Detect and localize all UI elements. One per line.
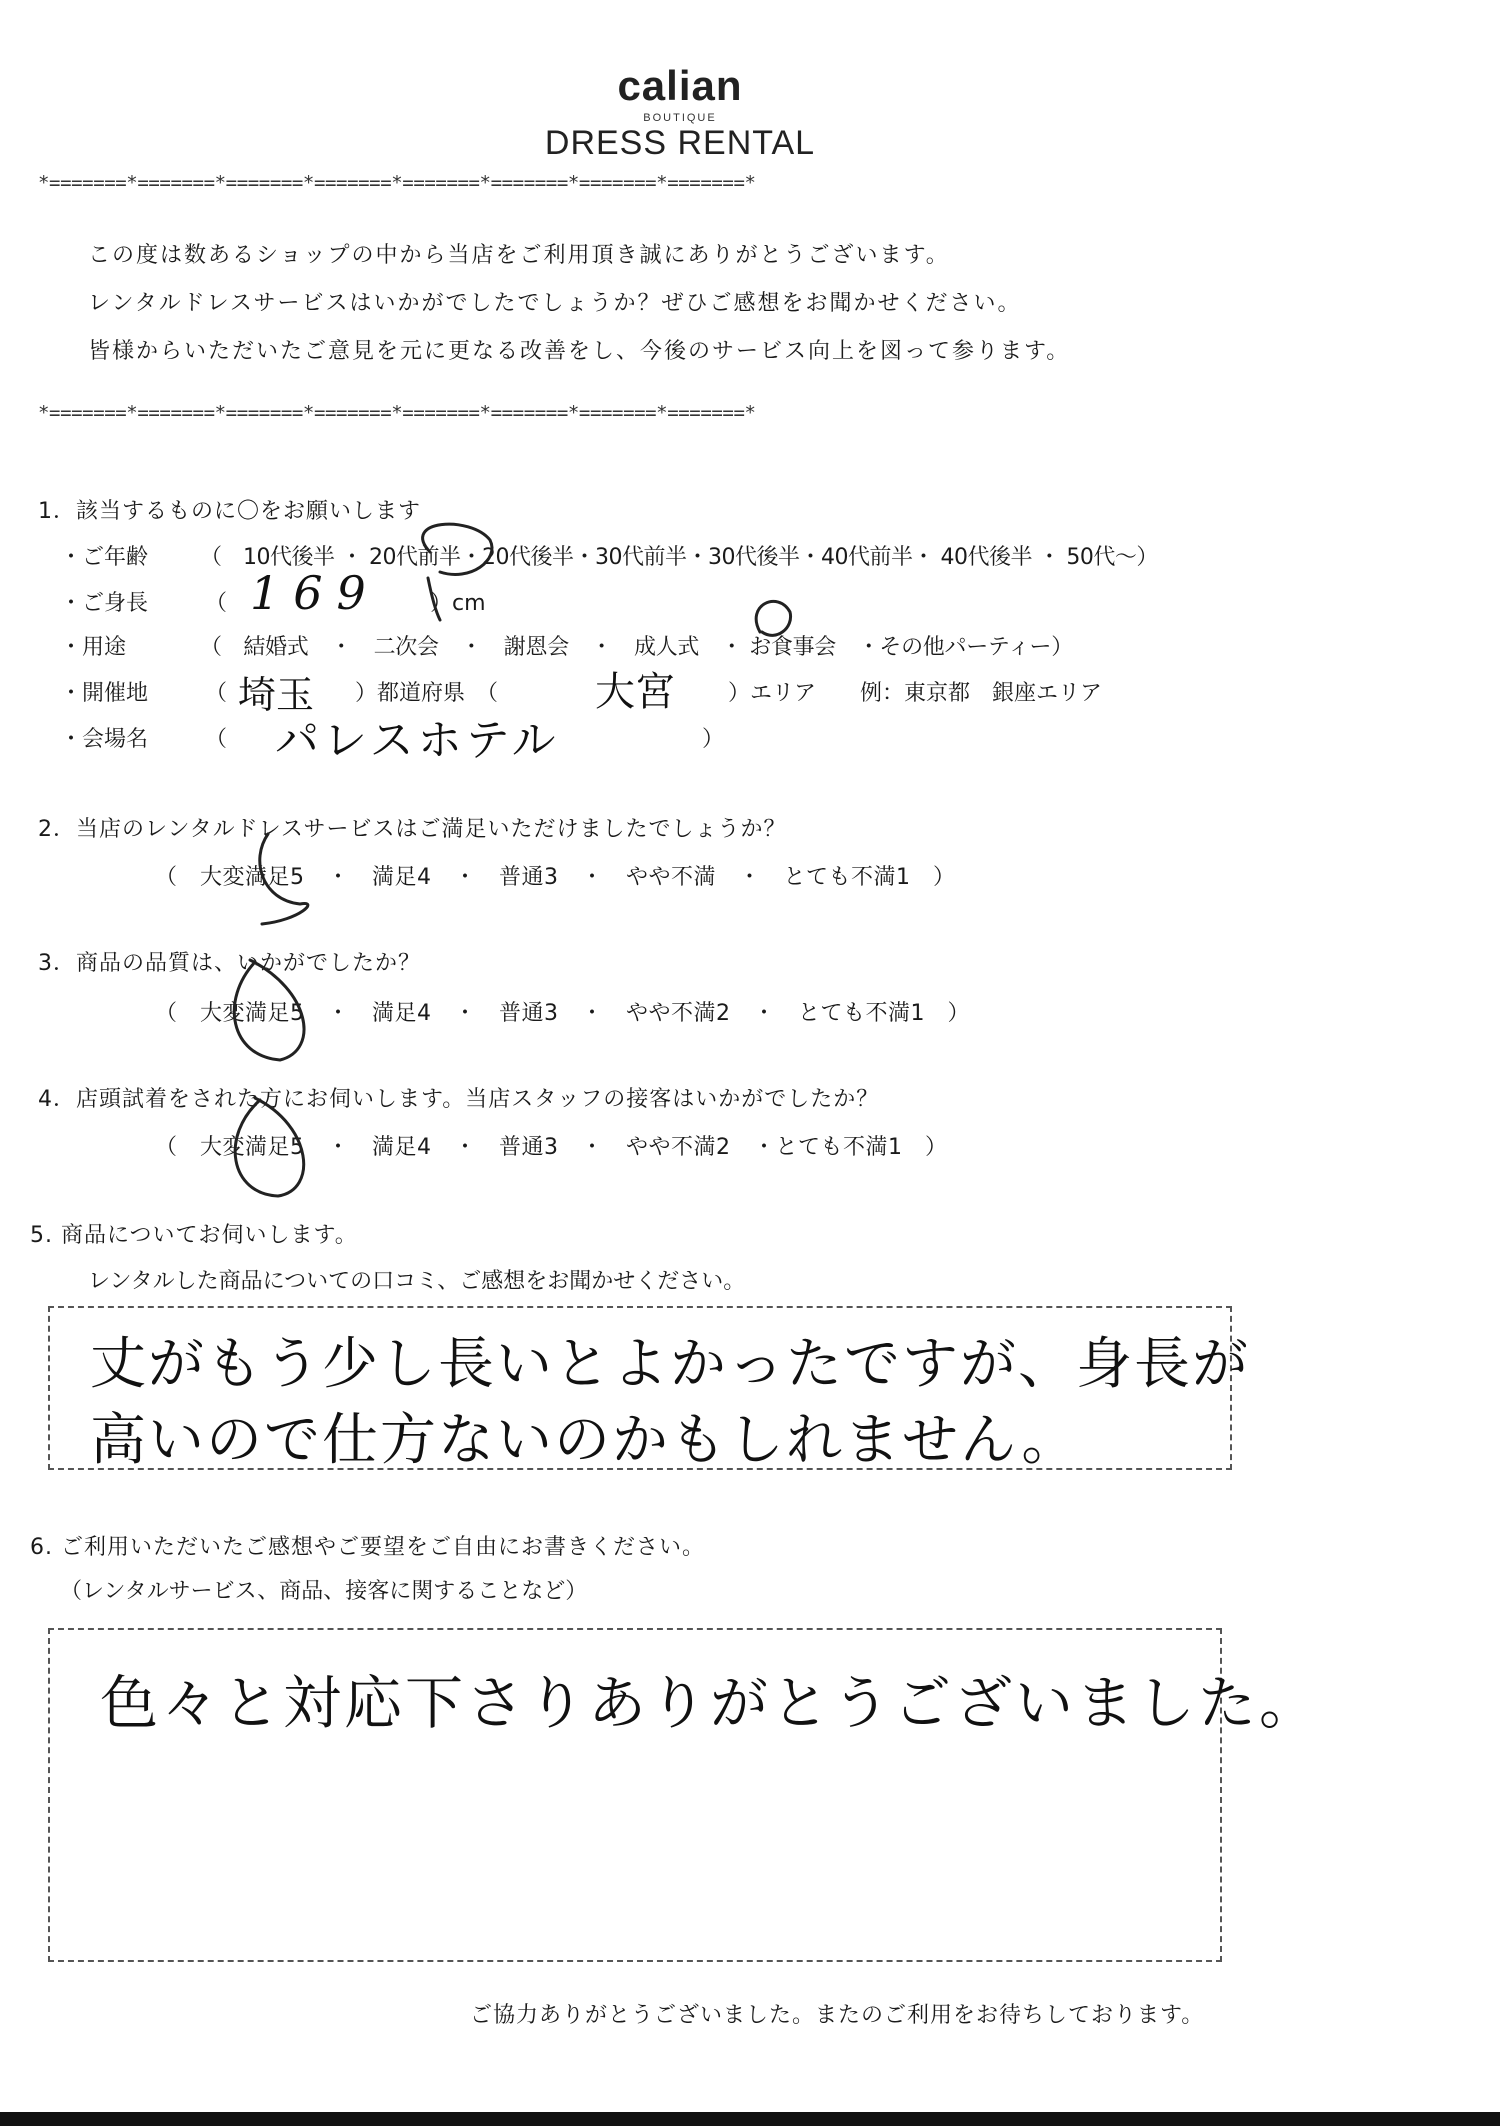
height-open-paren: （	[205, 591, 228, 616]
q2-title: 2．当店のレンタルドレスサービスはご満足いただけましたでしょうか？	[38, 817, 787, 842]
q5-title: 5. 商品についてお伺いします。	[30, 1223, 358, 1248]
area-value[interactable]: 大宮	[595, 669, 675, 715]
q4-options[interactable]: （ 大変満足5 ・ 満足4 ・ 普通3 ・ やや不満2 ・とても不満1 ）	[155, 1135, 948, 1160]
intro-line-2: レンタルドレスサービスはいかがでしたでしょうか？ぜひご感想をお聞かせください。	[88, 291, 1022, 316]
height-paren-mark	[428, 578, 440, 620]
age-circle-mark	[423, 524, 492, 574]
brand-logo: calian	[617, 62, 743, 109]
prefecture-value[interactable]: 埼玉	[238, 673, 315, 717]
q5-answer-line-2: 高いので仕方ないのかもしれません。	[90, 1408, 1080, 1473]
q4-title: 4．店頭試着をされた方にお伺いします。当店スタッフの接客はいかがでしたか？	[38, 1087, 880, 1112]
q5-answer-line-1: 丈がもう少し長いとよかったですが、身長が	[90, 1332, 1250, 1397]
divider-bottom: *=======*=======*=======*=======*=======*=======*=======*=======*	[38, 402, 756, 424]
hall-close-paren: ）	[702, 727, 725, 752]
q2-circle-mark	[260, 834, 308, 924]
q4-circle-mark	[235, 1098, 304, 1196]
q6-answer: 色々と対応下さりありがとうございました。	[100, 1669, 1321, 1737]
q1-title: 1．該当するものに〇をお願いします	[38, 499, 421, 524]
intro-line-1: この度は数あるショップの中から当店をご利用頂き誠にありがとうございます。	[88, 243, 950, 268]
hall-label: ・会場名	[60, 727, 149, 752]
q6-title: 6. ご利用いただいたご感想やご要望をご自由にお書きください。	[30, 1535, 705, 1560]
age-label: ・ご年齢	[60, 545, 149, 570]
hall-value[interactable]: パレスホテル	[275, 715, 560, 766]
venue-open-paren: （	[205, 681, 228, 706]
age-options[interactable]: （ 10代後半 ・ 20代前半・20代後半・30代前半・30代後半・40代前半・ 40代後半 ・ 50代～）	[200, 545, 1158, 570]
footer-message: ご協力ありがとうございました。またのご利用をお待ちしております。	[470, 2003, 1205, 2028]
q3-options[interactable]: （ 大変満足5 ・ 満足4 ・ 普通3 ・ やや不満2 ・ とても不満1 ）	[155, 1001, 970, 1026]
q3-circle-mark	[234, 960, 304, 1060]
q2-options[interactable]: （ 大変満足5 ・ 満足4 ・ 普通3 ・ やや不満 ・ とても不満1 ）	[155, 865, 956, 890]
height-value[interactable]: 169	[250, 566, 380, 620]
brand-sub: BOUTIQUE	[643, 112, 717, 124]
q6-sub: （レンタルサービス、商品、接客に関することなど）	[60, 1579, 588, 1604]
purpose-label: ・用途	[60, 635, 127, 660]
hall-open-paren: （	[205, 727, 228, 752]
footer-bar	[0, 2112, 1500, 2126]
purpose-circle-mark	[756, 601, 790, 635]
page-title: DRESS RENTAL	[544, 124, 816, 162]
area-suffix: ）エリア 例：東京都 銀座エリア	[728, 681, 1103, 706]
q3-title: 3．商品の品質は、いかがでしたか？	[38, 951, 421, 976]
divider-top: *=======*=======*=======*=======*=======*=======*=======*=======*	[38, 172, 756, 194]
venue-label: ・開催地	[60, 681, 149, 706]
height-label: ・ご身長	[60, 591, 149, 616]
prefecture-suffix: ）都道府県 （	[355, 681, 499, 706]
purpose-options[interactable]: （ 結婚式 ・ 二次会 ・ 謝恩会 ・ 成人式 ・ お食事会 ・その他パーティー）	[200, 635, 1073, 660]
intro-line-3: 皆様からいただいたご意見を元に更なる改善をし、今後のサービス向上を図って参ります。	[88, 339, 1071, 364]
q5-prompt: レンタルした商品についての口コミ、ご感想をお聞かせください。	[88, 1269, 746, 1294]
height-close: ）cm	[430, 591, 486, 616]
